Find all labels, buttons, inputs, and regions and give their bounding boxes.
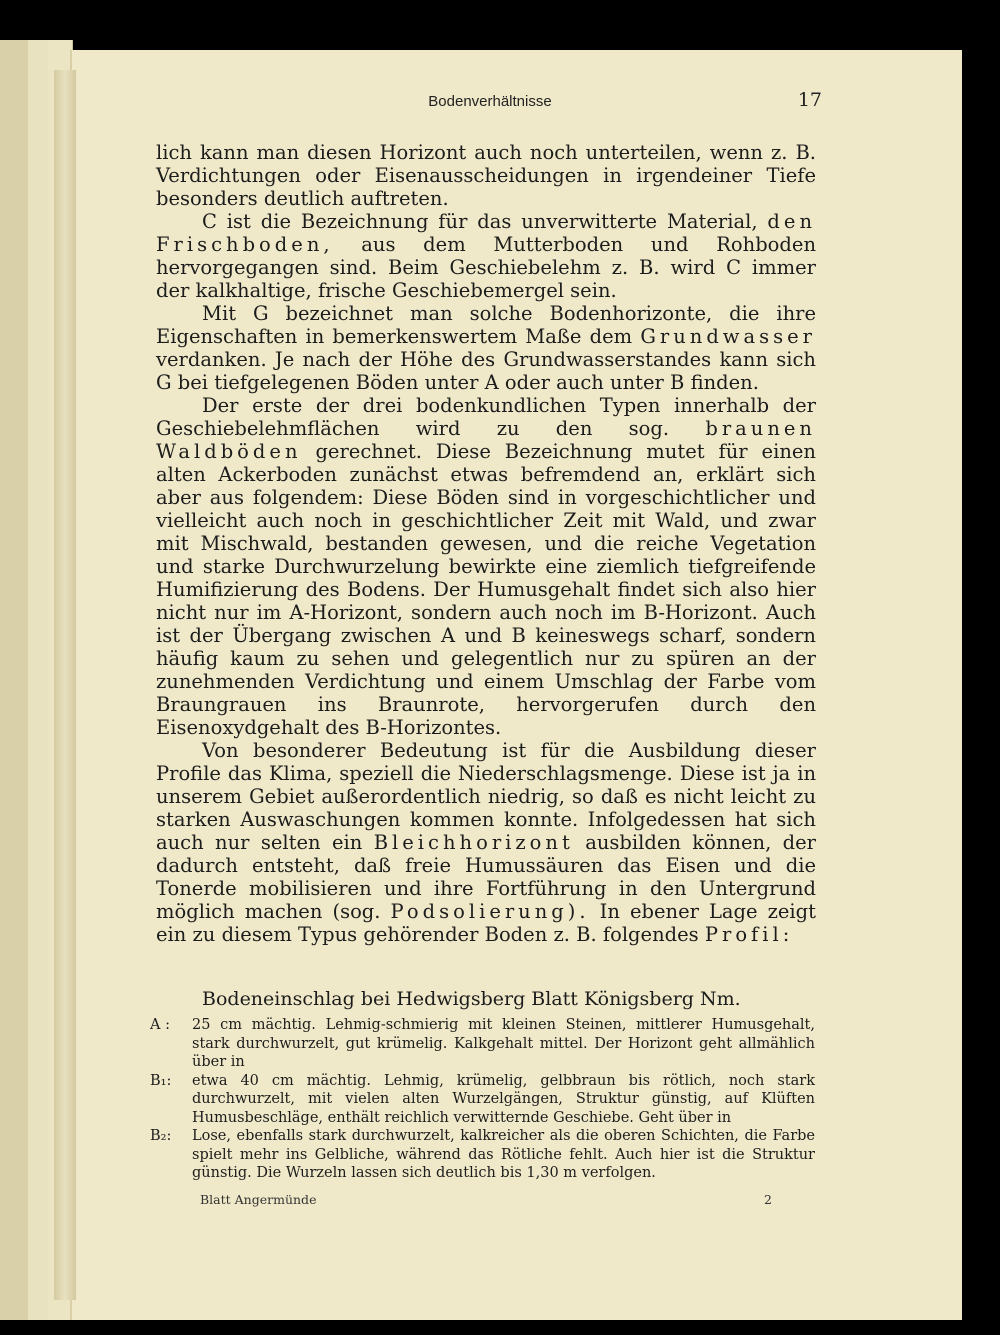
page-edge xyxy=(28,40,49,1320)
text-run: Der erste der drei bodenkundlichen Typen innerhalb der Geschiebelehmflächen wird zu den sog. xyxy=(156,394,816,440)
spaced-emphasis: Podsolierung). xyxy=(390,900,590,923)
horizon-description: 25 cm mächtig. Lehmig-schmierig mit kleinen Steinen, mittlerer Humusgehalt, stark durchwurzelt, gut krümelig. Kalkgehalt mittel. Der Horizont geht allmählich über in xyxy=(192,1017,815,1070)
sheet-label: Blatt Angermünde xyxy=(200,1192,317,1207)
text-run: In ebener Lage zeigt ein zu diesem Typus gehörender Boden z. B. folgendes xyxy=(156,900,816,946)
paragraph xyxy=(156,739,816,946)
horizon-label: B₂: xyxy=(150,1128,172,1144)
page-number: 17 xyxy=(797,89,822,111)
paragraph: lich kann man diesen Horizont auch noch unterteilen, wenn z. B. Verdichtungen oder Eisenausscheidungen in irgendeiner Tiefe besonders deutlich auftreten. xyxy=(156,141,816,210)
body-text xyxy=(156,141,816,946)
text-run: verdanken. Je nach der Höhe des Grundwasserstandes kann sich G bei tiefgelegenen Böden unter A oder auch unter B finden. xyxy=(156,348,816,394)
paragraph xyxy=(156,302,816,394)
horizon-description: Lose, ebenfalls stark durchwurzelt, kalkreicher als die oberen Schichten, die Farbe spielt mehr ins Gelbliche, während das Rötliche fehlt. Auch hier ist die Struktur günstig. Die Wurzeln lassen sich deutlich bis 1,30 m verfolgen. xyxy=(192,1128,815,1181)
signature-mark: 2 xyxy=(764,1192,772,1207)
horizon-label: A : xyxy=(150,1017,170,1033)
paragraph xyxy=(156,210,816,302)
horizon-label: B₁: xyxy=(150,1072,172,1089)
profile-title: Bodeneinschlag bei Hedwigsberg Blatt Königsberg Nm. xyxy=(202,988,741,1010)
text-run: ausbilden können, der dadurch entsteht, daß freie Humussäuren das Eisen und die Tonerde mobilisieren und ihre Fortführung in den Untergrund möglich machen (sog. xyxy=(156,831,816,923)
running-title: Bodenverhältnisse xyxy=(428,93,552,110)
spaced-emphasis: Bleichhorizont xyxy=(373,831,574,854)
spaced-emphasis: braunen Waldböden xyxy=(156,417,816,463)
profile-row xyxy=(150,1127,815,1183)
page-footer xyxy=(200,1192,780,1212)
running-header xyxy=(150,89,830,117)
text-run: gerechnet. Diese Bezeichnung mutet für einen alten Ackerboden zunächst etwas befremdend an, erklärt sich aber aus folgendem: Diese Böden sind in vorgeschichtlicher und vielleicht auch noch in geschichtlicher Zeit mit Wald, und zwar mit Mischwald, bestanden gewesen, und die reiche Vegetation und starke Durchwurzelung bewirkte eine ziemlich tiefgreifende Humifizierung des Bodens. Der Humusgehalt findet sich also hier nicht nur im A-Horizont, sondern auch noch im B-Horizont. Auch ist der Übergang zwischen A und B keineswegs scharf, sondern häufig kaum zu sehen und gelegentlich nur zu spüren an der zunehmenden Verdichtung und einem Umschlag der Farbe vom Braungrauen ins Braunrote, hervorgerufen durch den Eisenoxydgehalt des B-Horizontes. xyxy=(156,440,816,739)
paragraph xyxy=(156,394,816,739)
spaced-emphasis: Profil: xyxy=(704,923,794,946)
page-edge xyxy=(0,40,29,1320)
spaced-emphasis: den Frischboden, xyxy=(156,210,817,256)
text-run: aus dem Mutterboden und Rohboden hervorgegangen sind. Beim Geschiebelehm z. B. wird C immer der kalkhaltige, frische Geschiebemergel sein. xyxy=(156,233,817,302)
text-run: Von besonderer Bedeutung ist für die Ausbildung dieser Profile das Klima, speziell die Niederschlagsmenge. Diese ist ja in unserem Gebiet außerordentlich niedrig, so daß es nicht leicht zu starken Auswaschungen kommen konnte. Infolgedessen hat sich auch nur selten ein xyxy=(156,739,816,854)
horizon-description: etwa 40 cm mächtig. Lehmig, krümelig, gelbbraun bis rötlich, noch stark durchwurzelt, mit vielen alten Wurzelgängen, Struktur günstig, auf Klüften Humusbeschläge, enthält reichlich verwitternde Geschiebe. Geht über in xyxy=(192,1072,815,1126)
text-run: C ist die Bezeichnung für das unverwitterte Material, xyxy=(202,210,758,233)
profile-row xyxy=(150,1016,815,1072)
profile-list xyxy=(150,1016,815,1183)
spaced-emphasis: Grundwasser xyxy=(640,325,817,348)
binding-gutter xyxy=(54,70,76,1300)
profile-row xyxy=(150,1072,815,1128)
text-run: Mit G bezeichnet man solche Bodenhorizonte, die ihre Eigenschaften in bemerkenswertem Maße dem xyxy=(156,302,816,348)
